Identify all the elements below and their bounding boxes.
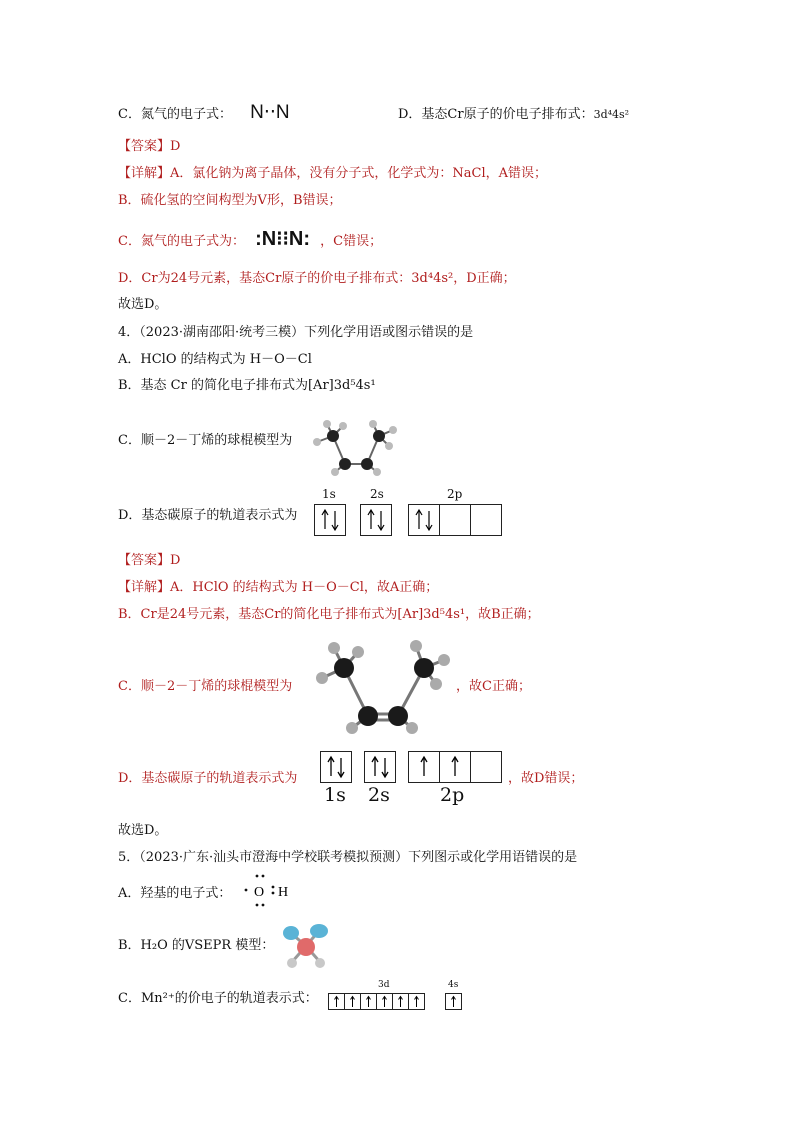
q5-option-c: C．Mn²⁺的价电子的轨道表示式： (118, 991, 318, 1006)
q4-detail-label-2p: 2p (440, 784, 465, 806)
q3-option-d: D．基态Cr原子的价电子排布式：3d⁴4s² (398, 107, 630, 122)
q4-detail-b: B．Cr是24号元素，基态Cr的简化电子排布式为[Ar]3d⁵4s¹，故B正确； (118, 607, 540, 622)
q4-detail-d-suffix: ，故D错误； (508, 771, 584, 786)
q3-option-c-formula: N⋅⋅N (250, 102, 290, 123)
q4-detail-orbital-2s (364, 751, 396, 783)
q3-detail-d: D．Cr为24号元素，基态Cr原子的价电子排布式：3d⁴4s²，D正确； (118, 271, 516, 286)
q4-detail-label-1s: 1s (324, 784, 346, 806)
q3-conclusion: 故选D。 (118, 297, 168, 312)
q3-answer: 【答案】D (118, 139, 181, 154)
q5-orbital-label-3d: 3d (378, 980, 390, 990)
q3-detail-b: B．硫化氢的空间构型为V形，B错误； (118, 193, 342, 208)
q5-hydroxyl-electron-formula (240, 870, 300, 910)
q5-stem: 5．（2023·广东·汕头市澄海中学校联考模拟预测）下列图示或化学用语错误的是 (118, 850, 578, 865)
q4-detail-c-suffix: ，故C正确； (456, 679, 531, 694)
q4-detail-c: C．顺－2－丁烯的球棍模型为 (118, 679, 293, 694)
q3-detail-a: 【详解】A．氯化钠为离子晶体，没有分子式，化学式为：NaCl，A错误； (118, 166, 548, 181)
q4-orbital-label-2s: 2s (370, 487, 384, 501)
q4-ball-stick-model-small (305, 418, 405, 476)
q4-option-a: A．HClO 的结构式为 H－O－Cl (118, 352, 312, 367)
q4-conclusion: 故选D。 (118, 823, 168, 838)
q3-detail-c-formula: :N⁝⁝N: (255, 228, 311, 250)
q5-orbital-box-3d (328, 993, 425, 1010)
q4-detail-a: 【详解】A．HClO 的结构式为 H－O－Cl，故A正确； (118, 580, 439, 595)
q4-orbital-box-1s (314, 504, 346, 536)
q4-orbital-label-1s: 1s (322, 487, 336, 501)
q4-orbital-box-2p (408, 504, 502, 536)
q5-hydroxyl-h: H (278, 885, 289, 900)
q3-option-d-formula: 3d⁴4s² (593, 108, 630, 121)
q4-detail-orbital-1s (320, 751, 352, 783)
q3-option-c: C．氮气的电子式： N⋅⋅N (118, 102, 290, 123)
q4-stem: 4．（2023·湖南邵阳·统考三模）下列化学用语或图示错误的是 (118, 325, 474, 340)
q4-option-b: B．基态 Cr 的简化电子排布式为[Ar]3d⁵4s¹ (118, 378, 376, 393)
q5-h2o-vsepr-model (278, 920, 334, 972)
q5-hydroxyl-o: O (254, 885, 265, 900)
q5-option-a: A．羟基的电子式： (118, 886, 232, 901)
q4-detail-orbital-2p (408, 751, 502, 783)
q4-answer: 【答案】D (118, 553, 181, 568)
q5-option-b: B．H₂O 的VSEPR 模型： (118, 938, 275, 953)
q4-ball-stick-model-large (312, 638, 452, 734)
q4-detail-label-2s: 2s (368, 784, 390, 806)
q4-orbital-label-2p: 2p (447, 487, 463, 501)
q4-orbital-box-2s (360, 504, 392, 536)
q5-orbital-box-4s (445, 993, 462, 1010)
q4-option-c: C．顺－2－丁烯的球棍模型为 (118, 433, 293, 448)
q4-option-d: D．基态碳原子的轨道表示式为 (118, 508, 298, 523)
q4-detail-d: D．基态碳原子的轨道表示式为 (118, 771, 298, 786)
q5-orbital-label-4s: 4s (448, 980, 459, 990)
q3-detail-c: C．氮气的电子式为： :N⁝⁝N: ，C错误； (118, 228, 383, 250)
